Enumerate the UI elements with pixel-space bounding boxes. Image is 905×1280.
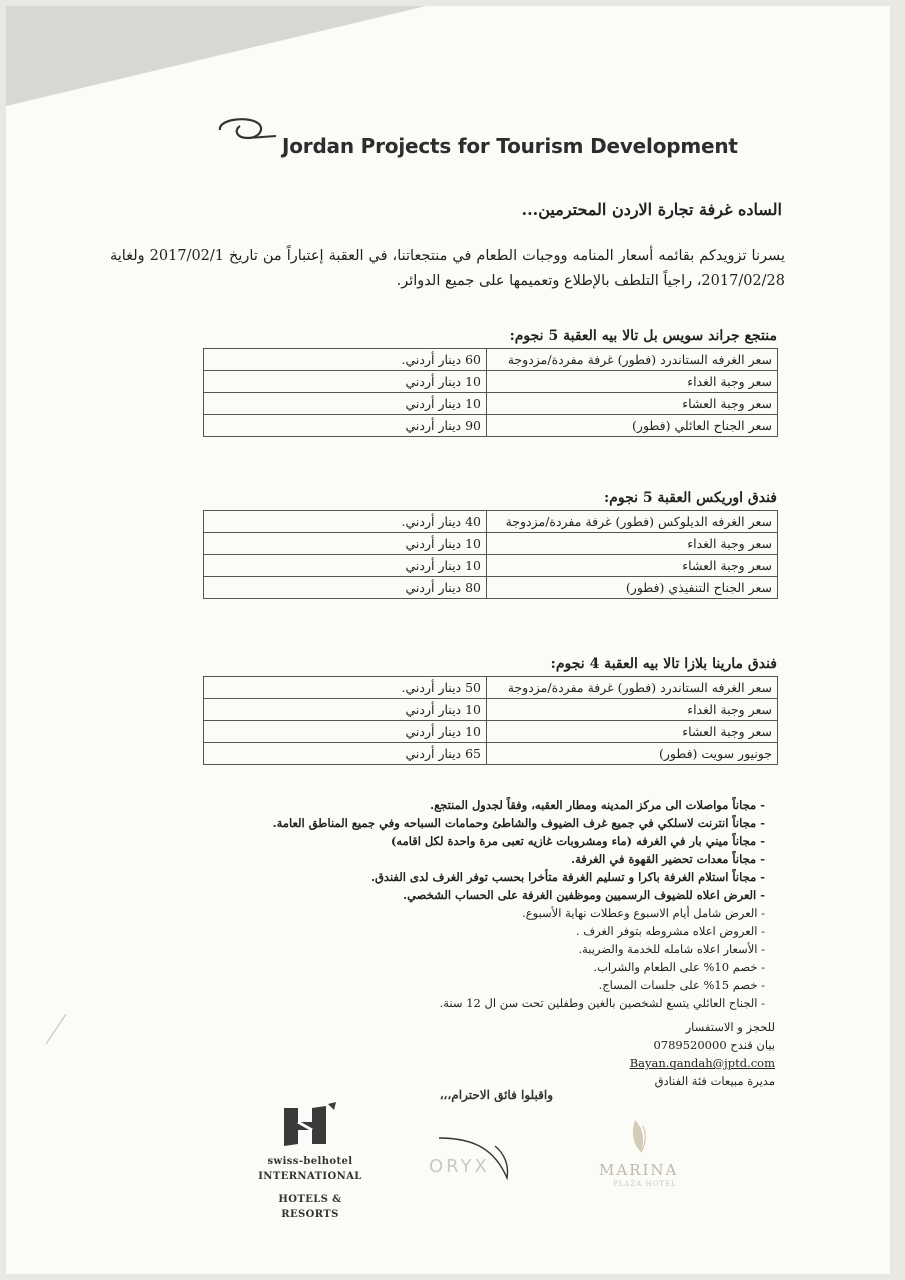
rate-price: 40 دينار أردني. xyxy=(204,511,487,533)
swiss-line2: INTERNATIONAL xyxy=(258,1171,362,1182)
swiss-belhotel-text xyxy=(250,1154,370,1222)
notes-list xyxy=(205,796,765,1012)
rate-price: 10 دينار أردني xyxy=(204,699,487,721)
oryx-text: ORYX xyxy=(429,1156,490,1177)
hotel-title: منتجع جراند سويس بل تالا بيه العقبة 5 نجوم: xyxy=(509,328,777,344)
list-item: - خصم 10% على الطعام والشراب. xyxy=(593,960,765,974)
list-item: - مجاناً مواصلات الى مركز المدينه ومطار العقبه، وفقاً لجدول المنتجع. xyxy=(430,798,765,812)
rate-item: سعر وجبة العشاء xyxy=(487,393,778,415)
contact-name-phone: بيان قندح 0789520000 xyxy=(653,1038,775,1052)
marina-leaf-icon xyxy=(595,1110,695,1160)
rate-item: جونيور سويت (فطور) xyxy=(487,743,778,765)
rate-item: سعر الجناح التنفيذي (فطور) xyxy=(487,577,778,599)
list-item: - مجاناً انترنت لاسلكي في جميع غرف الضيوف والشاطئ وحمامات السباحه وفي جميع المناطق العامة. xyxy=(272,816,765,830)
marina-logo xyxy=(595,1110,695,1200)
contact-block xyxy=(575,1018,775,1090)
rate-item: سعر الغرفه الديلوكس (فطور) غرفة مفردة/مزدوجة xyxy=(487,511,778,533)
pen-mark-icon xyxy=(40,1010,70,1050)
rate-price: 10 دينار أردني xyxy=(204,371,487,393)
rate-price: 10 دينار أردني xyxy=(204,721,487,743)
table-row xyxy=(204,415,778,437)
rate-price: 10 دينار أردني xyxy=(204,555,487,577)
rate-item: سعر وجبة الغداء xyxy=(487,699,778,721)
list-item: - العروض اعلاه مشروطه بتوفر الغرف . xyxy=(575,924,765,938)
rate-price: 80 دينار أردني xyxy=(204,577,487,599)
rates-table xyxy=(203,348,778,437)
closing-line: واقبلوا فائق الاحترام،،، xyxy=(439,1088,553,1102)
company-name: Jordan Projects for Tourism Development xyxy=(282,134,738,158)
list-item: - العرض شامل أيام الاسبوع وعطلات نهاية الأسبوع. xyxy=(522,906,765,920)
rate-price: 60 دينار أردني. xyxy=(204,349,487,371)
marina-text: MARINA xyxy=(599,1161,679,1179)
swiss-line3: HOTELS & RESORTS xyxy=(278,1194,342,1220)
list-item: - العرض اعلاه للضيوف الرسميين وموظفين الغرفة على الحساب الشخصي. xyxy=(403,888,765,902)
list-item: - خصم 15% على جلسات المساج. xyxy=(598,978,765,992)
rate-item: سعر الغرفه الستاندرد (فطور) غرفة مفردة/مزدوجة xyxy=(487,677,778,699)
table-row xyxy=(204,699,778,721)
list-item: - الأسعار اعلاه شامله للخدمة والضريبة. xyxy=(578,942,765,956)
swiss-belhotel-icon xyxy=(250,1100,370,1152)
rate-item: سعر الغرفه الستاندرد (فطور) غرفة مفردة/مزدوجة xyxy=(487,349,778,371)
table-row xyxy=(204,393,778,415)
contact-email[interactable]: Bayan.qandah@jptd.com xyxy=(629,1056,775,1070)
rate-price: 50 دينار أردني. xyxy=(204,677,487,699)
salutation: الساده غرفة تجارة الاردن المحترمين... xyxy=(521,200,782,219)
table-row xyxy=(204,533,778,555)
table-row xyxy=(204,349,778,371)
list-item: - مجاناً معدات تحضير القهوة في الغرفة. xyxy=(571,852,765,866)
company-logo-icon xyxy=(214,112,284,152)
contact-line: للحجز و الاستفسار xyxy=(685,1020,775,1034)
table-row xyxy=(204,721,778,743)
contact-title: مديرة مبيعات فئة الفنادق xyxy=(654,1074,775,1088)
rate-price: 10 دينار أردني xyxy=(204,393,487,415)
table-row xyxy=(204,371,778,393)
table-row xyxy=(204,677,778,699)
swiss-belhotel-logo xyxy=(250,1100,370,1220)
rate-item: سعر وجبة العشاء xyxy=(487,555,778,577)
list-item: - الجناح العائلي يتسع لشخصين بالغين وطفلين تحت سن ال 12 سنة. xyxy=(439,996,765,1010)
oryx-logo xyxy=(425,1130,535,1190)
swiss-line1: swiss-belhotel xyxy=(267,1156,353,1167)
hotel-title: فندق مارينا بلازا تالا بيه العقبة 4 نجوم: xyxy=(550,656,777,672)
list-item: - مجاناً ميني بار في الغرفه (ماء ومشروبات غازيه تعبى مرة واحدة لكل اقامه) xyxy=(390,834,765,848)
intro-paragraph: يسرنا تزويدكم بقائمه أسعار المنامه ووجبات الطعام في منتجعاتنا، في العقبة إعتباراً من تاريخ 2017/02/1 ولغاية 2017/02/28، راجياً التلطف بالإطلاع وتعميمها على جميع الدوائر. xyxy=(110,248,785,289)
page-fold-shadow xyxy=(6,6,426,106)
rate-item: سعر الجناح العائلي (فطور) xyxy=(487,415,778,437)
table-row xyxy=(204,555,778,577)
list-item: - مجاناً استلام الغرفة باكرا و تسليم الغرفة متأخرا بحسب توفر الغرف لدى الفندق. xyxy=(370,870,765,884)
rate-item: سعر وجبة العشاء xyxy=(487,721,778,743)
rates-table xyxy=(203,510,778,599)
rate-item: سعر وجبة الغداء xyxy=(487,371,778,393)
rate-price: 10 دينار أردني xyxy=(204,533,487,555)
table-row xyxy=(204,511,778,533)
letterhead xyxy=(214,112,738,162)
rate-price: 65 دينار أردني xyxy=(204,743,487,765)
table-row xyxy=(204,743,778,765)
rate-price: 90 دينار أردني xyxy=(204,415,487,437)
table-row xyxy=(204,577,778,599)
hotel-title: فندق اوريكس العقبة 5 نجوم: xyxy=(604,490,777,506)
rate-item: سعر وجبة الغداء xyxy=(487,533,778,555)
rates-table xyxy=(203,676,778,765)
marina-subtext: PLAZA HOTEL xyxy=(613,1180,677,1188)
